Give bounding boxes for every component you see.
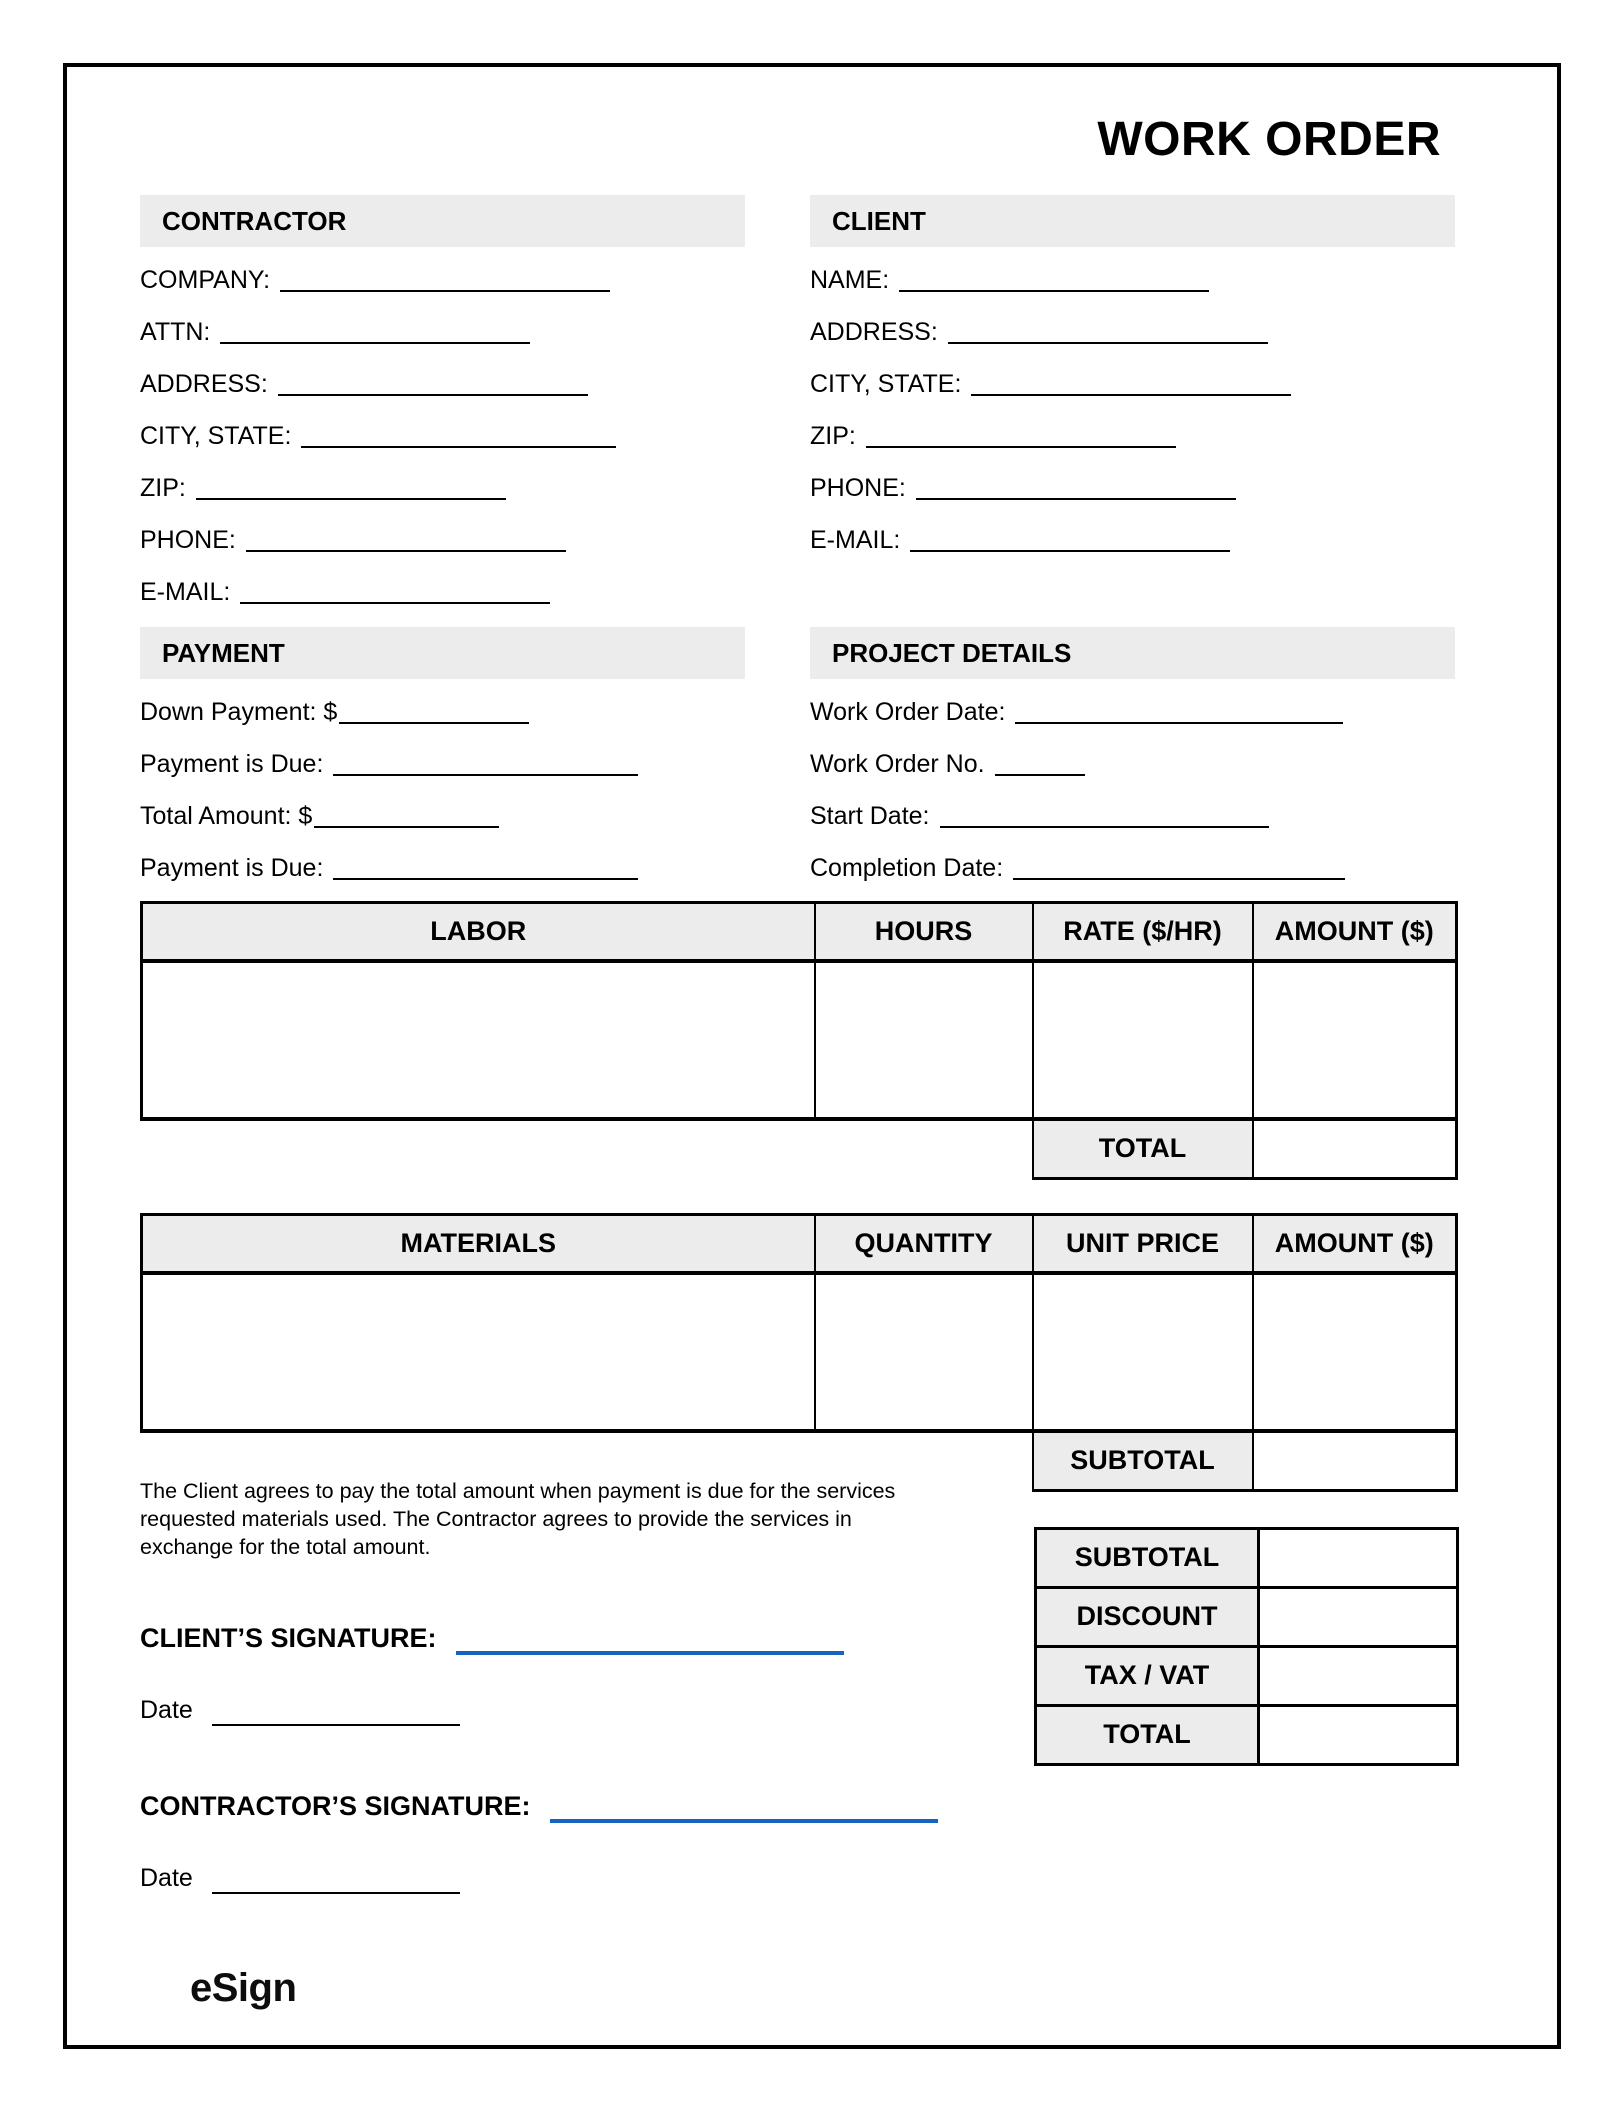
payment-due-row-1 bbox=[140, 739, 745, 791]
materials-table bbox=[140, 1213, 1458, 1492]
client-signature-label: CLIENT’S SIGNATURE: bbox=[140, 1622, 437, 1653]
email-fill-line[interactable] bbox=[240, 602, 550, 604]
labor-rate-cell[interactable] bbox=[1033, 961, 1253, 1119]
attn-label: ATTN: bbox=[140, 318, 211, 347]
client-email-row bbox=[810, 515, 1455, 567]
down-payment-row bbox=[140, 687, 745, 739]
materials-header-row bbox=[142, 1214, 1457, 1273]
contractor-date-label: Date bbox=[140, 1863, 193, 1892]
project-details-fields bbox=[810, 687, 1455, 895]
attn-fill-line[interactable] bbox=[220, 342, 530, 344]
client-phone-row bbox=[810, 463, 1455, 515]
contractor-signature-row bbox=[140, 1791, 920, 1822]
summary-subtotal-value-cell[interactable] bbox=[1259, 1528, 1458, 1587]
completion-date-label: Completion Date: bbox=[810, 854, 1004, 883]
summary-subtotal-label: SUBTOTAL bbox=[1036, 1528, 1259, 1587]
labor-total-row bbox=[142, 1119, 1457, 1179]
company-fill-line[interactable] bbox=[280, 290, 610, 292]
materials-subtotal-label: SUBTOTAL bbox=[1033, 1431, 1253, 1491]
payment-due-label: Payment is Due: bbox=[140, 750, 324, 779]
address-fill-line[interactable] bbox=[948, 342, 1268, 344]
phone-fill-line[interactable] bbox=[916, 498, 1236, 500]
address-fill-line[interactable] bbox=[278, 394, 588, 396]
labor-column-header: LABOR bbox=[142, 902, 815, 961]
client-signature-row bbox=[140, 1623, 920, 1654]
materials-quantity-cell[interactable] bbox=[815, 1273, 1033, 1431]
labor-amount-cell[interactable] bbox=[1253, 961, 1457, 1119]
client-date-row bbox=[140, 1696, 920, 1725]
contractor-zip-row bbox=[140, 463, 745, 515]
labor-total-label: TOTAL bbox=[1033, 1119, 1253, 1179]
work-order-date-row bbox=[810, 687, 1455, 739]
phone-fill-line[interactable] bbox=[246, 550, 566, 552]
total-amount-label: Total Amount: $ bbox=[140, 802, 313, 831]
summary-subtotal-row bbox=[1036, 1528, 1458, 1587]
contractor-date-line[interactable] bbox=[212, 1892, 460, 1894]
zip-fill-line[interactable] bbox=[866, 446, 1176, 448]
client-date-label: Date bbox=[140, 1695, 193, 1724]
summary-tax-vat-value-cell[interactable] bbox=[1259, 1646, 1458, 1705]
summary-total-label: TOTAL bbox=[1036, 1705, 1259, 1764]
work-order-date-fill-line[interactable] bbox=[1015, 722, 1343, 724]
client-city-state-row bbox=[810, 359, 1455, 411]
contractor-date-row bbox=[140, 1864, 920, 1893]
name-fill-line[interactable] bbox=[899, 290, 1209, 292]
summary-discount-row bbox=[1036, 1587, 1458, 1646]
labor-total-spacer bbox=[142, 1119, 1033, 1179]
labor-entry-row bbox=[142, 961, 1457, 1119]
agreement-and-signatures bbox=[140, 1477, 920, 1893]
contractor-company-row bbox=[140, 255, 745, 307]
labor-description-cell[interactable] bbox=[142, 961, 815, 1119]
payment-section bbox=[140, 627, 745, 895]
email-label: E-MAIL: bbox=[810, 526, 901, 555]
zip-fill-line[interactable] bbox=[196, 498, 506, 500]
zip-label: ZIP: bbox=[810, 422, 856, 451]
summary-total-value-cell[interactable] bbox=[1259, 1705, 1458, 1764]
payment-due-fill-line[interactable] bbox=[333, 774, 638, 776]
work-order-date-label: Work Order Date: bbox=[810, 698, 1006, 727]
city-state-label: CITY, STATE: bbox=[140, 422, 292, 451]
labor-table bbox=[140, 901, 1458, 1180]
down-payment-fill-line[interactable] bbox=[339, 722, 529, 724]
city-state-fill-line[interactable] bbox=[971, 394, 1291, 396]
client-section-header: CLIENT bbox=[810, 195, 1455, 247]
client-zip-row bbox=[810, 411, 1455, 463]
contractor-city-state-row bbox=[140, 411, 745, 463]
work-order-no-fill-line[interactable] bbox=[995, 774, 1085, 776]
payment-due-row-2 bbox=[140, 843, 745, 895]
project-details-section-header: PROJECT DETAILS bbox=[810, 627, 1455, 679]
labor-total-value-cell[interactable] bbox=[1253, 1119, 1457, 1179]
amount-column-header: AMOUNT ($) bbox=[1253, 902, 1457, 961]
contractor-signature-label: CONTRACTOR’S SIGNATURE: bbox=[140, 1790, 531, 1821]
summary-tax-vat-row bbox=[1036, 1646, 1458, 1705]
city-state-label: CITY, STATE: bbox=[810, 370, 962, 399]
contractor-attn-row bbox=[140, 307, 745, 359]
esign-logo: eSign bbox=[190, 1966, 297, 2010]
start-date-fill-line[interactable] bbox=[940, 826, 1269, 828]
contractor-email-row bbox=[140, 567, 745, 619]
client-section bbox=[810, 195, 1455, 619]
unit-price-column-header: UNIT PRICE bbox=[1033, 1214, 1253, 1273]
email-label: E-MAIL: bbox=[140, 578, 231, 607]
address-label: ADDRESS: bbox=[810, 318, 938, 347]
start-date-row bbox=[810, 791, 1455, 843]
zip-label: ZIP: bbox=[140, 474, 186, 503]
labor-header-row bbox=[142, 902, 1457, 961]
contractor-fields bbox=[140, 255, 745, 619]
summary-table bbox=[1034, 1527, 1459, 1766]
city-state-fill-line[interactable] bbox=[301, 446, 616, 448]
address-label: ADDRESS: bbox=[140, 370, 268, 399]
contractor-address-row bbox=[140, 359, 745, 411]
summary-tax-vat-label: TAX / VAT bbox=[1036, 1646, 1259, 1705]
client-signature-line[interactable] bbox=[456, 1651, 844, 1655]
bottom-section bbox=[140, 1477, 1459, 1893]
summary-total-row bbox=[1036, 1705, 1458, 1764]
client-name-row bbox=[810, 255, 1455, 307]
materials-description-cell[interactable] bbox=[142, 1273, 815, 1431]
summary-discount-label: DISCOUNT bbox=[1036, 1587, 1259, 1646]
hours-column-header: HOURS bbox=[815, 902, 1033, 961]
work-order-no-label: Work Order No. bbox=[810, 750, 985, 779]
payment-section-header: PAYMENT bbox=[140, 627, 745, 679]
amount-column-header: AMOUNT ($) bbox=[1253, 1214, 1457, 1273]
materials-amount-cell[interactable] bbox=[1253, 1273, 1457, 1431]
payment-due-fill-line-2[interactable] bbox=[333, 878, 638, 880]
client-fields bbox=[810, 255, 1455, 567]
contractor-signature-line[interactable] bbox=[550, 1819, 938, 1823]
completion-date-row bbox=[810, 843, 1455, 895]
summary-discount-value-cell[interactable] bbox=[1259, 1587, 1458, 1646]
materials-unit-price-cell[interactable] bbox=[1033, 1273, 1253, 1431]
payment-project-section bbox=[140, 627, 1459, 895]
payment-due-label: Payment is Due: bbox=[140, 854, 324, 883]
total-amount-fill-line[interactable] bbox=[314, 826, 499, 828]
rate-column-header: RATE ($/HR) bbox=[1033, 902, 1253, 961]
start-date-label: Start Date: bbox=[810, 802, 930, 831]
document-frame bbox=[63, 63, 1561, 2049]
client-date-line[interactable] bbox=[212, 1724, 460, 1726]
summary-box bbox=[1034, 1527, 1459, 1766]
materials-entry-row bbox=[142, 1273, 1457, 1431]
contractor-section-header: CONTRACTOR bbox=[140, 195, 745, 247]
company-label: COMPANY: bbox=[140, 266, 271, 295]
page-title: WORK ORDER bbox=[1097, 113, 1441, 166]
work-order-no-row bbox=[810, 739, 1455, 791]
quantity-column-header: QUANTITY bbox=[815, 1214, 1033, 1273]
phone-label: PHONE: bbox=[810, 474, 906, 503]
agreement-text: The Client agrees to pay the total amount when payment is due for the services requested materials used. The Contractor agrees to provide the services in exchange for the total amount. bbox=[140, 1478, 896, 1559]
project-details-section bbox=[810, 627, 1455, 895]
completion-date-fill-line[interactable] bbox=[1013, 878, 1345, 880]
materials-column-header: MATERIALS bbox=[142, 1214, 815, 1273]
name-label: NAME: bbox=[810, 266, 890, 295]
payment-fields bbox=[140, 687, 745, 895]
email-fill-line[interactable] bbox=[910, 550, 1230, 552]
client-address-row bbox=[810, 307, 1455, 359]
contractor-phone-row bbox=[140, 515, 745, 567]
parties-section bbox=[140, 195, 1459, 619]
down-payment-label: Down Payment: $ bbox=[140, 698, 338, 727]
contractor-section bbox=[140, 195, 745, 619]
labor-hours-cell[interactable] bbox=[815, 961, 1033, 1119]
total-amount-row bbox=[140, 791, 745, 843]
phone-label: PHONE: bbox=[140, 526, 236, 555]
